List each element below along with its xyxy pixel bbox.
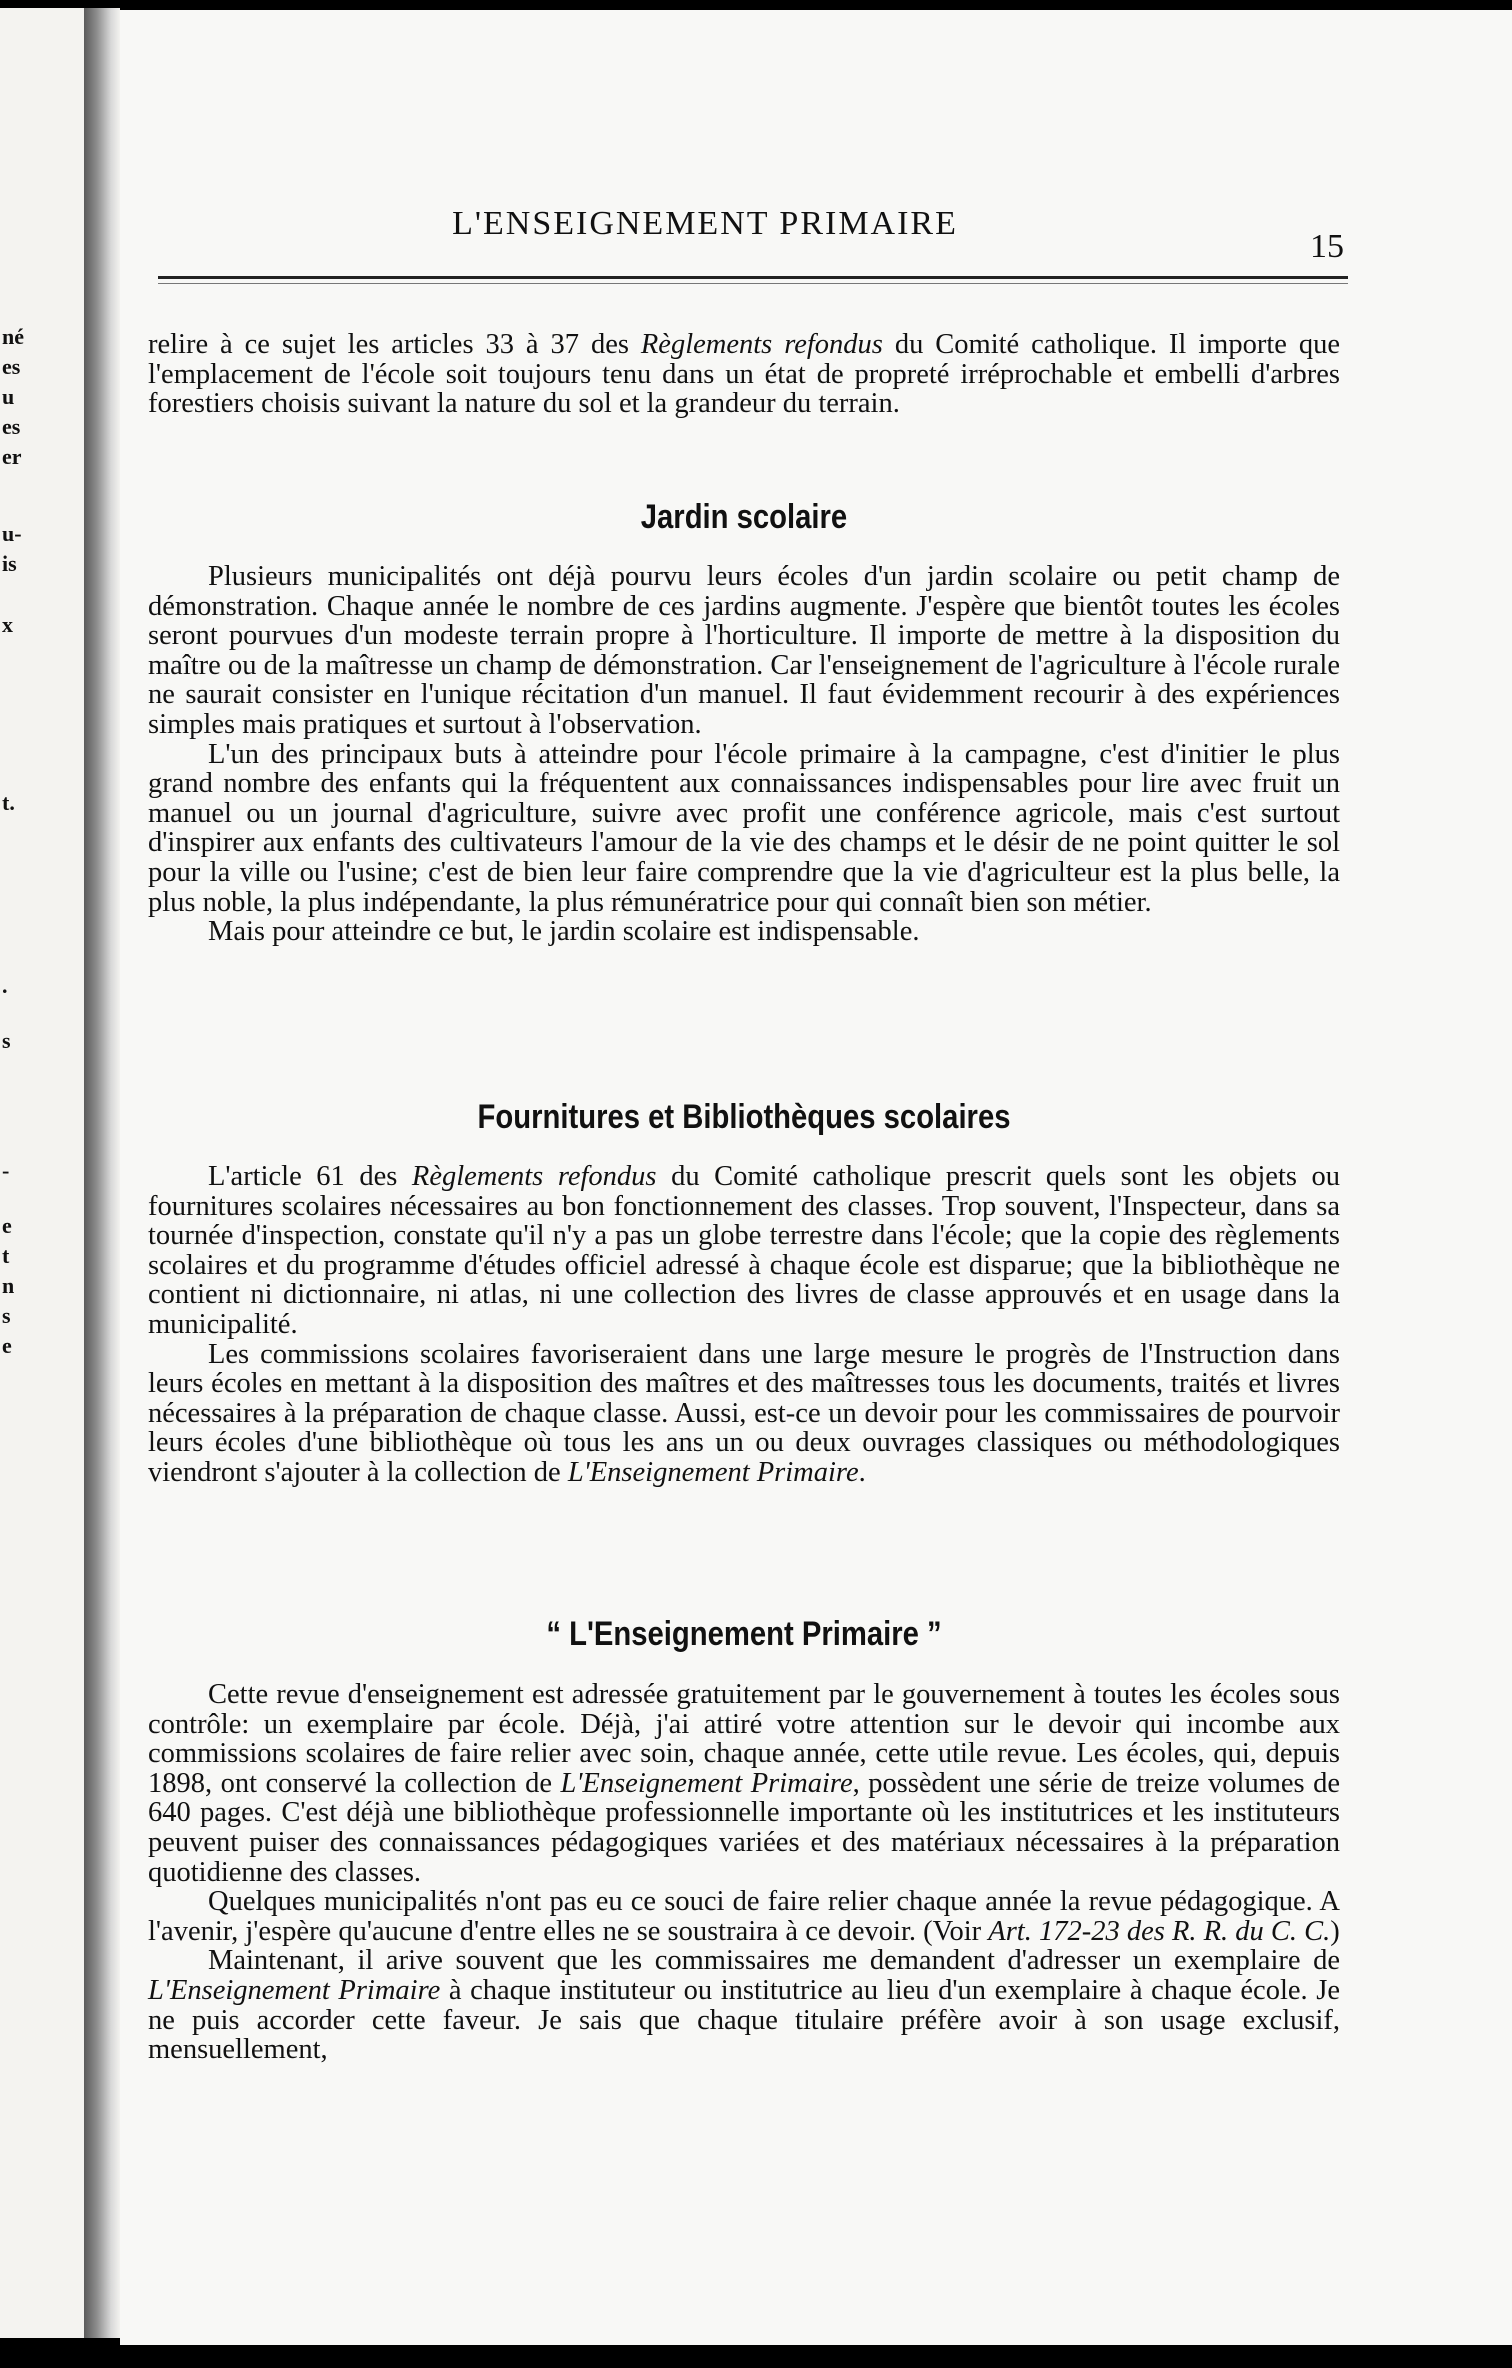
text: à chaque instituteur ou institutrice au lieu d'un exemplaire à chaque école. Je ne puis accorder cette faveur. Je sais que chaque titulaire préfère avoir à son usage exclusif, mensuellement, <box>148 1974 1340 2066</box>
margin-fragment: e <box>2 1333 12 1358</box>
text: du Comité catholique prescrit quels sont les objets ou fournitures scolaires nécessaires au bon fonctionnement des classes. Trop souvent, l'Inspecteur, dans sa tournée d'inspection, constate qu'il n'y a pas un globe terrestre dans l'école; que la copie des règlements scolaires et du programme d'études officiel adressé à chaque école est disparue; que la bibliothèque ne contient ni dictionnaire, ni atlas, ni une collection des livres de classe approuvés et en usage dans la municipalité. <box>148 1161 1341 1340</box>
margin-fragment: t. <box>2 790 15 815</box>
margin-fragment: . <box>2 973 8 998</box>
italic-text: L'Enseignement Primaire <box>560 1767 853 1799</box>
text: Quelques municipalités n'ont pas eu ce souci de faire relier chaque année la revue pédagogique. A l'avenir, j'espère qu'aucune d'entre elles ne se soustraira à ce devoir. (Voir <box>148 1886 1340 1947</box>
margin-fragment: er <box>2 444 22 469</box>
italic-text: Règlements refondus <box>411 1161 657 1192</box>
section-jardin-body <box>148 562 1340 947</box>
margin-fragment: t <box>2 1243 10 1268</box>
margin-fragment: s <box>2 1303 11 1328</box>
italic-text: L'Enseignement Primaire <box>567 1456 859 1488</box>
text: . <box>858 1456 866 1488</box>
margin-fragment: u- <box>2 521 22 546</box>
page-number: 15 <box>1310 228 1344 265</box>
margin-fragment: es <box>2 414 21 439</box>
margin-fragment: u <box>2 384 15 409</box>
section-revue-body <box>148 1680 1340 2065</box>
margin-fragment: x <box>2 612 13 637</box>
text: ) <box>1330 1915 1340 1947</box>
section-title-fournitures: Fournitures et Bibliothèques scolaires <box>477 1098 1011 1136</box>
scan-border-bottom <box>0 2345 1512 2368</box>
margin-fragment: - <box>2 1158 10 1183</box>
header-rule-thin <box>158 283 1348 284</box>
margin-fragment: n <box>2 1273 15 1298</box>
paragraph: L'un des principaux buts à atteindre pour l'école primaire à la campagne, c'est d'initier le plus grand nombre des enfants qui la fréquentent aux connaissances indispensables pour lire avec fruit un manuel ou un journal d'agriculture, suivre avec profit une conférence agricole, mais c'est surtout d'inspirer aux enfants des cultivateurs l'amour de la vie des champs et le désir de ne point quitter le sol pour la ville ou l'usine; c'est de bien leur faire comprendre que la vie d'agriculteur est la plus belle, la plus noble, la plus indépendante, la plus rémunératrice pour qui connaît bien son métier. <box>148 738 1340 918</box>
intro-italic: Règlements refondus <box>640 329 883 360</box>
text: Cette revue d'enseignement est adressée gratuitement par le gouvernement à toutes les écoles sous contrôle: un exemplaire par école. Déjà, j'ai attiré votre attention sur le devoir qui incombe aux commissions scolaires de faire relier avec soin, chaque année, cette utile revue. Les écoles, qui, depuis 1898, ont conservé la collection de <box>148 1679 1340 1799</box>
margin-fragment: né <box>2 324 24 349</box>
text: Maintenant, il arive souvent que les commissaires me demandent d'adresser un exemplaire de <box>208 1945 1340 1977</box>
italic-text: L'Enseignement Primaire <box>148 1974 441 2006</box>
section-title-revue: “ L'Enseignement Primaire ” <box>546 1615 942 1653</box>
intro-text-after: du Comité catholique. Il importe que l'emplacement de l'école soit toujours tenu dans un état de propreté irréprochable et embelli d'arbres forestiers choisis suivant la nature du sol et la grandeur du terrain. <box>148 329 1340 420</box>
margin-fragment: s <box>2 1028 11 1053</box>
previous-page-edge <box>0 8 84 2338</box>
header-rule <box>158 276 1348 279</box>
running-title: L'ENSEIGNEMENT PRIMAIRE <box>452 205 958 242</box>
section-title-jardin: Jardin scolaire <box>640 498 848 536</box>
paragraph: Plusieurs municipalités ont déjà pourvu leurs écoles d'un jardin scolaire ou petit champ de démonstration. Chaque année le nombre de ces jardins augmente. J'espère que bientôt toutes les écoles seront pourvues d'un modeste terrain propre à l'horticulture. Il importe de mettre à la disposition du maître ou de la maîtresse un champ de démonstration. Car l'enseignement de l'agriculture à l'école rurale ne saurait consister en l'unique récitation d'un manuel. Il faut évidemment recourir à des expériences simples mais pratiques et surtout à l'observation. <box>148 561 1340 740</box>
italic-text: Art. 172-23 des R. R. du C. C. <box>988 1915 1331 1947</box>
margin-fragment: is <box>2 551 17 576</box>
text: Les commissions scolaires favoriseraient dans une large mesure le progrès de l'Instruction dans leurs écoles en mettant à la disposition des maîtres et des maîtresses tous les documents, traités et livres nécessaires à la préparation de chaque classe. Aussi, est-ce un devoir pour les commissaires de pourvoir leurs écoles d'une bibliothèque où tous les ans un ou deux ouvrages classiques ou méthodologiques viendront s'ajouter à la collection de <box>148 1338 1340 1488</box>
text: L'article 61 des <box>208 1161 412 1192</box>
text: , possèdent une série de treize volumes de 640 pages. C'est déjà une bibliothèque professionnelle importante où les institutrices et les instituteurs peuvent puiser des connaissances pédagogiques variées et des matériaux nécessaires à la préparation quotidienne des classes. <box>148 1767 1340 1888</box>
paragraph: Mais pour atteindre ce but, le jardin scolaire est indispensable. <box>208 916 920 948</box>
margin-fragment: es <box>2 354 21 379</box>
section-fournitures-body <box>148 1162 1340 1488</box>
intro-text: relire à ce sujet les articles 33 à 37 des <box>148 329 641 360</box>
margin-fragment: e <box>2 1213 12 1238</box>
book-gutter-shadow <box>84 8 120 2338</box>
intro-paragraph <box>148 330 1340 419</box>
